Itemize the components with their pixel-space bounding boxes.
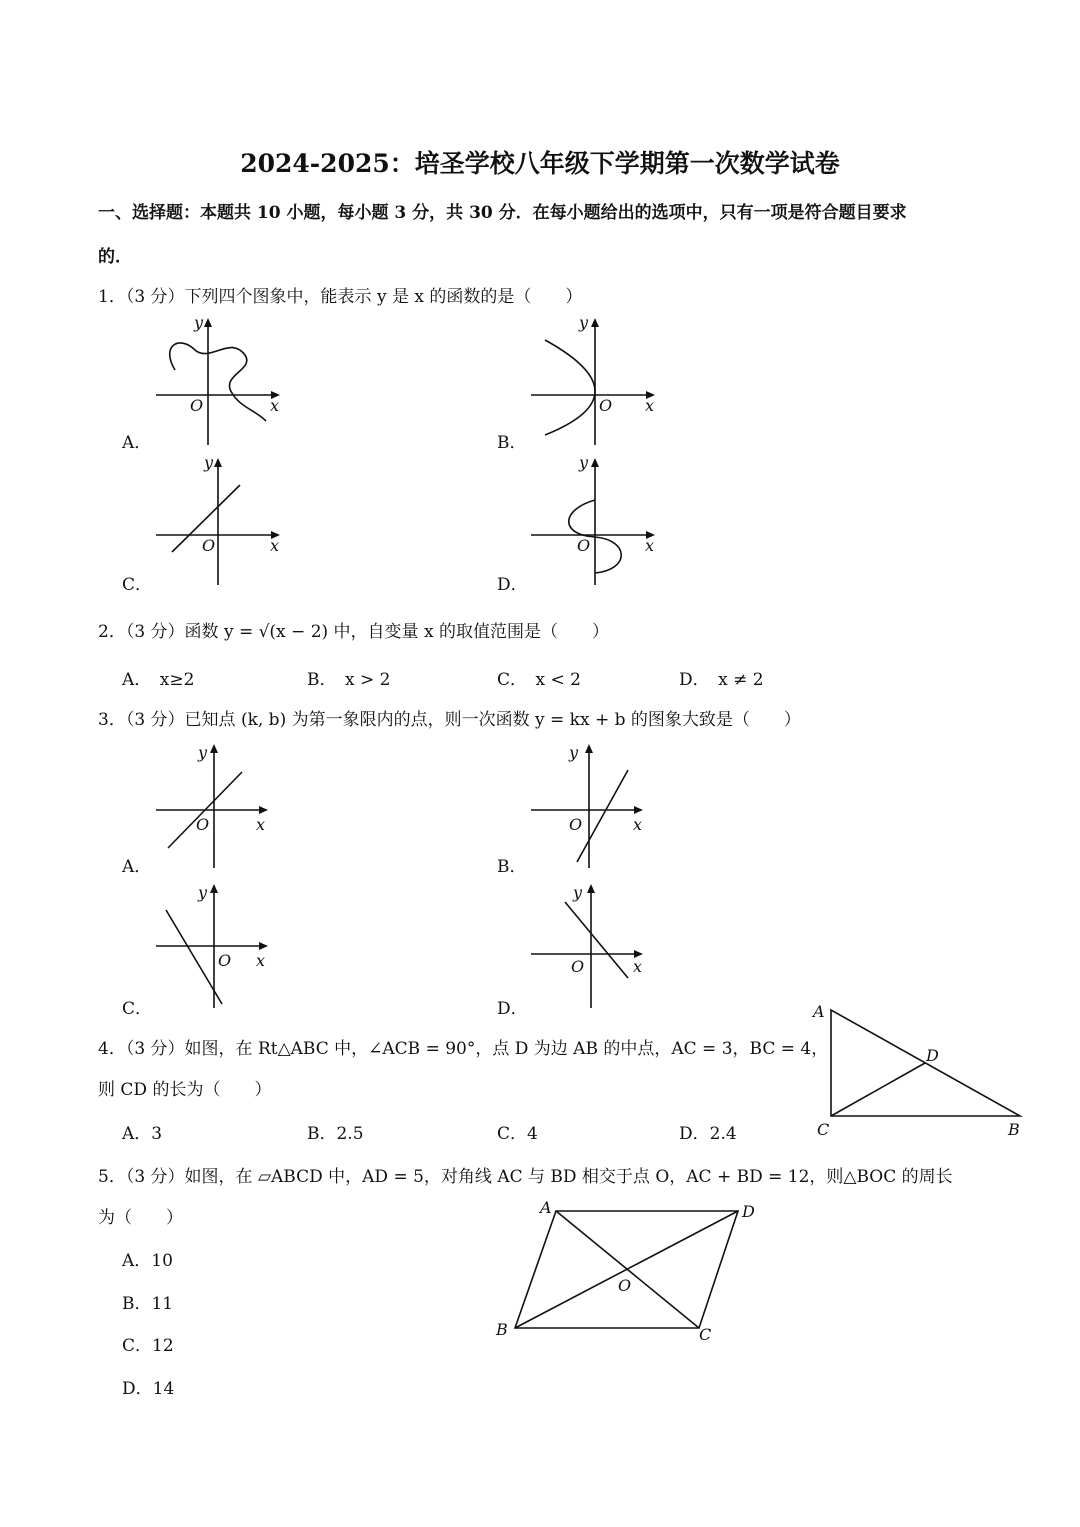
q2-option-d[interactable]: D． x ≠ 2 [679, 670, 764, 690]
axis-origin-label: O [577, 536, 591, 555]
q1-graph-a [150, 315, 290, 450]
section-heading: 一、选择题：本题共 10 小题，每小题 3 分，共 30 分．在每小题给出的选项中，只有一项是符合题目要求 [98, 203, 907, 223]
q1-option-d[interactable]: D． [497, 575, 528, 595]
q4-option-b[interactable]: B．2.5 [307, 1124, 364, 1144]
q5-text-cont: 为（ ） [98, 1208, 183, 1228]
q4-text: 4．（3 分）如图，在 Rt△ABC 中，∠ACB = 90°，点 D 为边 AB 的中点，AC = 3，BC = 4， [98, 1039, 829, 1059]
axis-origin-label: O [569, 815, 583, 834]
axis-x-label: x [633, 815, 643, 834]
q1-graph-d [525, 455, 665, 590]
q1-graph-b [525, 315, 665, 450]
axis-y-label: y [569, 743, 579, 762]
q5-option-d[interactable]: D．14 [122, 1379, 175, 1399]
axis-x-label: x [256, 815, 266, 834]
q2-text: 2．（3 分）函数 y = √(x − 2) 中，自变量 x 的取值范围是（ ） [98, 622, 609, 642]
q5-text: 5．（3 分）如图，在 ▱ABCD 中，AD = 5，对角线 AC 与 BD 相交于点 O，AC + BD = 12，则△BOC 的周长 [98, 1167, 953, 1187]
page-title: 2024-2025：培圣学校八年级下学期第一次数学试卷 [240, 149, 840, 178]
q3-graph-c [150, 880, 290, 1015]
axis-origin-label: O [218, 951, 232, 970]
axis-y-label: y [198, 743, 208, 762]
axis-origin-label: O [202, 536, 216, 555]
q4-point-c-label: C [817, 1120, 830, 1139]
q3-graph-a [150, 740, 290, 875]
axis-y-label: y [198, 883, 208, 902]
q4-option-a[interactable]: A．3 [122, 1124, 163, 1144]
q2-option-a[interactable]: A． x≥2 [122, 670, 195, 690]
q1-text: 1．（3 分）下列四个图象中，能表示 y 是 x 的函数的是（ ） [98, 287, 583, 307]
q3-text: 3．（3 分）已知点 (k, b) 为第一象限内的点，则一次函数 y = kx + b 的图象大致是（ ） [98, 710, 801, 730]
q1-option-c[interactable]: C． [122, 575, 153, 595]
axis-x-label: x [645, 536, 655, 555]
q2-option-b[interactable]: B． x > 2 [307, 670, 391, 690]
axis-origin-label: O [196, 815, 210, 834]
axis-x-label: x [270, 536, 280, 555]
q5-parallelogram-figure [490, 1195, 770, 1350]
axis-y-label: y [194, 313, 204, 332]
axis-origin-label: O [599, 396, 613, 415]
q5-option-b[interactable]: B．11 [122, 1294, 174, 1314]
q4-option-c[interactable]: C．4 [497, 1124, 538, 1144]
q5-option-a[interactable]: A．10 [122, 1251, 173, 1271]
q3-option-c[interactable]: C． [122, 999, 153, 1019]
axis-origin-label: O [571, 957, 585, 976]
q3-option-a[interactable]: A． [122, 857, 152, 877]
axis-x-label: x [270, 396, 280, 415]
q3-option-d[interactable]: D． [497, 999, 528, 1019]
q1-option-a[interactable]: A． [122, 433, 152, 453]
q4-triangle-figure [805, 995, 1035, 1145]
axis-x-label: x [645, 396, 655, 415]
q4-point-d-label: D [926, 1046, 939, 1065]
q5-point-d-label: D [742, 1202, 755, 1221]
q3-option-b[interactable]: B． [497, 857, 527, 877]
axis-y-label: y [573, 883, 583, 902]
q5-point-c-label: C [699, 1325, 712, 1344]
q2-option-c[interactable]: C． x < 2 [497, 670, 581, 690]
q1-graph-c [150, 455, 290, 590]
q5-point-o-label: O [618, 1276, 632, 1295]
axis-y-label: y [579, 313, 589, 332]
q4-point-a-label: A [813, 1002, 825, 1021]
section-heading-cont: 的． [98, 247, 132, 267]
q4-point-b-label: B [1008, 1120, 1020, 1139]
q5-point-b-label: B [496, 1320, 508, 1339]
q4-option-d[interactable]: D．2.4 [679, 1124, 737, 1144]
axis-x-label: x [633, 957, 643, 976]
axis-origin-label: O [190, 396, 204, 415]
q5-point-a-label: A [540, 1198, 552, 1217]
q3-graph-d [525, 880, 665, 1015]
axis-x-label: x [256, 951, 266, 970]
q1-option-b[interactable]: B． [497, 433, 527, 453]
axis-y-label: y [204, 453, 214, 472]
q4-text-cont: 则 CD 的长为（ ） [98, 1080, 272, 1100]
q3-graph-b [525, 740, 665, 875]
axis-y-label: y [579, 453, 589, 472]
q5-option-c[interactable]: C．12 [122, 1336, 174, 1356]
